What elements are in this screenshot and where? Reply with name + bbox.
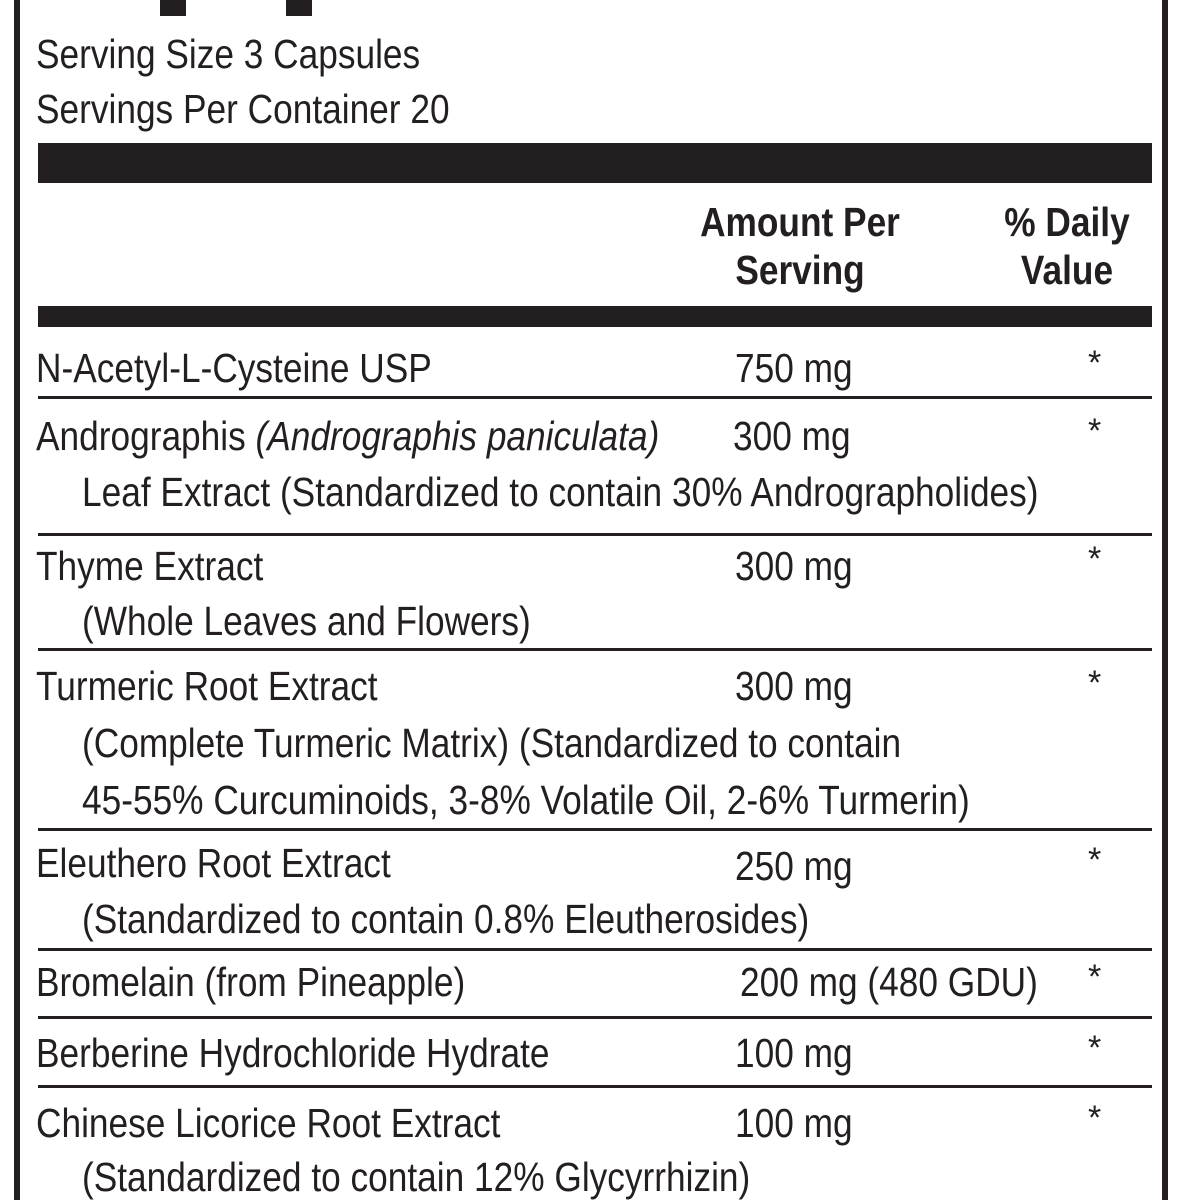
row-divider — [38, 396, 1152, 399]
row-divider — [38, 828, 1152, 831]
servings-per-container: Servings Per Container 20 — [36, 86, 450, 132]
title-fragment — [286, 0, 312, 16]
ingredient-name: Berberine Hydrochloride Hydrate — [36, 1030, 550, 1076]
row-divider — [38, 1016, 1152, 1019]
ingredient-name-plain: Andrographis — [36, 413, 256, 459]
ingredient-amount: 750 mg — [735, 345, 853, 391]
ingredient-amount: 250 mg — [735, 843, 853, 889]
row-divider — [38, 948, 1152, 951]
ingredient-amount: 100 mg — [735, 1100, 853, 1146]
daily-value-header — [992, 198, 1142, 294]
ingredient-amount: 200 mg (480 GDU) — [740, 959, 1038, 1005]
row-divider — [38, 533, 1152, 536]
header-divider — [38, 306, 1152, 327]
serving-size: Serving Size 3 Capsules — [36, 31, 421, 77]
ingredient-detail: Leaf Extract (Standardized to contain 30% Andrographolides) — [82, 469, 1039, 515]
daily-value-marker: * — [1088, 1029, 1102, 1067]
ingredient-detail: (Standardized to contain 12% Glycyrrhizin) — [82, 1154, 751, 1200]
row-divider — [38, 648, 1152, 651]
ingredient-amount: 300 mg — [733, 413, 851, 459]
ingredient-name: Eleuthero Root Extract — [36, 840, 391, 886]
daily-value-marker: * — [1088, 958, 1102, 996]
ingredient-detail: (Whole Leaves and Flowers) — [82, 598, 531, 644]
ingredient-amount: 300 mg — [735, 543, 853, 589]
ingredient-name-botanical: (Andrographis paniculata) — [255, 413, 660, 459]
ingredient-name: Turmeric Root Extract — [36, 663, 378, 709]
ingredient-name: Bromelain (from Pineapple) — [36, 959, 466, 1005]
dv-header-line1: % Daily — [1004, 199, 1130, 245]
ingredient-detail: (Standardized to contain 0.8% Eleutherosides) — [82, 896, 810, 942]
ingredient-name: Chinese Licorice Root Extract — [36, 1100, 501, 1146]
thick-divider — [38, 143, 1152, 183]
daily-value-marker: * — [1088, 540, 1102, 578]
daily-value-marker: * — [1088, 664, 1102, 702]
ingredient-name — [36, 413, 660, 459]
amount-header-line2: Serving — [735, 247, 865, 293]
dv-header-line2: Value — [1020, 247, 1114, 293]
ingredient-detail: (Complete Turmeric Matrix) (Standardized to contain — [82, 720, 902, 766]
ingredient-detail: 45-55% Curcuminoids, 3-8% Volatile Oil, 2-6% Turmerin) — [82, 777, 970, 823]
row-divider — [38, 1085, 1152, 1088]
amount-header-line1: Amount Per — [700, 199, 900, 245]
ingredient-amount: 100 mg — [735, 1030, 853, 1076]
ingredient-amount: 300 mg — [735, 663, 853, 709]
title-fragment — [160, 0, 186, 16]
ingredient-name: Thyme Extract — [36, 543, 264, 589]
daily-value-marker: * — [1088, 344, 1102, 382]
ingredient-name: N-Acetyl-L-Cysteine USP — [36, 345, 432, 391]
daily-value-marker: * — [1088, 1099, 1102, 1137]
amount-per-serving-header — [697, 198, 903, 294]
daily-value-marker: * — [1088, 412, 1102, 450]
daily-value-marker: * — [1088, 841, 1102, 879]
